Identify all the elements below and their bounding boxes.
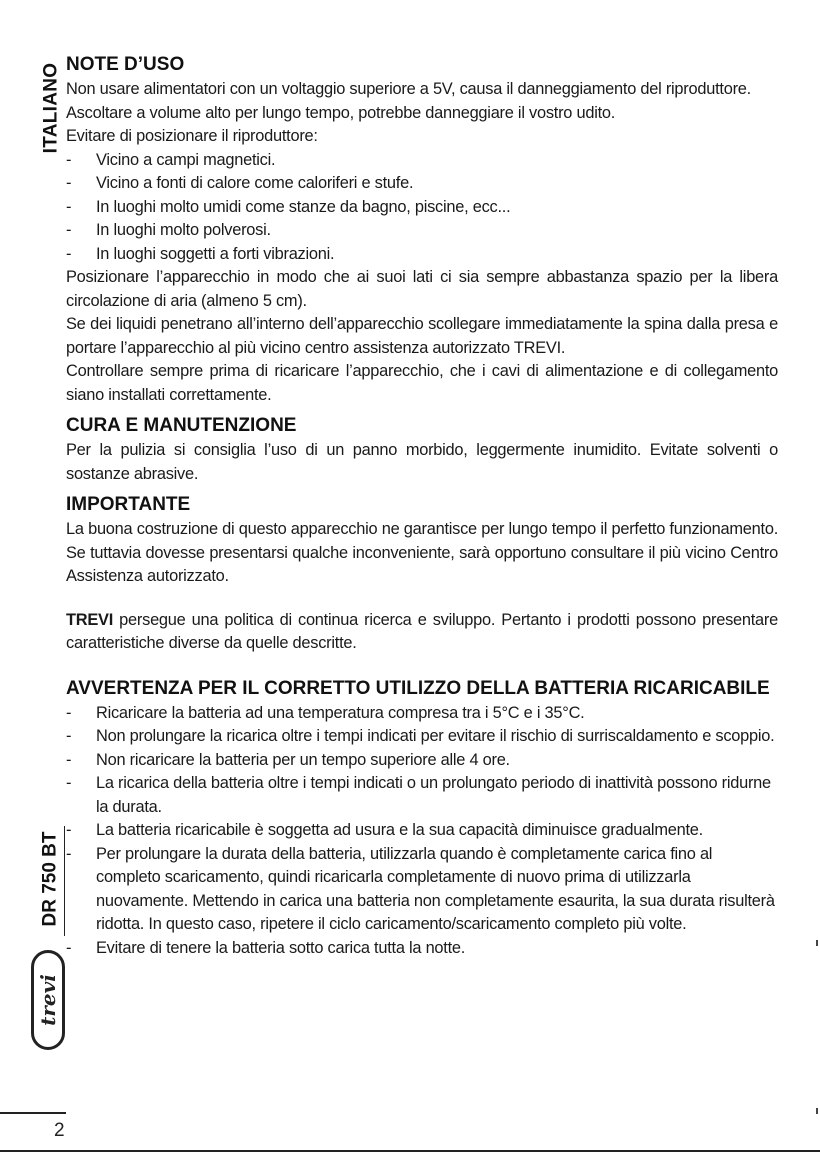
section-avvertenza: [66, 676, 778, 961]
dash-marker: -: [66, 174, 72, 192]
cura-text: Per la pulizia si consiglia l’uso di un panno morbido, leggermente inumidito. Evitate solventi o sostanze abrasive.: [66, 441, 778, 483]
list-item: [66, 772, 778, 819]
crop-mark: [816, 1108, 818, 1114]
dash-marker: -: [66, 150, 72, 169]
dash-marker: -: [66, 244, 72, 263]
list-item: [66, 749, 778, 773]
section-title: IMPORTANTE: [66, 494, 191, 515]
bottom-rule: [0, 1150, 820, 1152]
list-item-text: La ricarica della batteria oltre i tempi indicati o un prolungato periodo di inattività possono ridurne la durata.: [96, 774, 771, 816]
note-line: Ascoltare a volume alto per lungo tempo, potrebbe danneggiare il vostro udito.: [66, 103, 616, 122]
list-item: [66, 819, 778, 843]
list-item-text: La batteria ricaricabile è soggetta ad usura e la sua capacità diminuisce gradualmente.: [96, 821, 703, 839]
dash-marker: -: [66, 750, 72, 769]
section-importante: [66, 492, 778, 656]
list-item: [66, 843, 778, 937]
list-item-text: Ricaricare la batteria ad una temperatura compresa tra i 5°C e i 35°C.: [96, 703, 585, 722]
list-item-text: In luoghi molto umidi come stanze da bagno, piscine, ecc...: [96, 197, 511, 216]
note-paragraph: Posizionare l’apparecchio in modo che ai suoi lati ci sia sempre abbastanza spazio per la libera circolazione di aria (almeno 5 cm).: [66, 268, 778, 310]
list-item-text: In luoghi molto polverosi.: [96, 221, 271, 239]
logo-text: trevi: [36, 974, 60, 1026]
page-content: [66, 52, 778, 960]
list-item-text: Vicino a campi magnetici.: [96, 150, 276, 169]
brand-name: TREVI: [66, 610, 114, 629]
section-note-uso: [66, 52, 778, 407]
dash-marker: -: [66, 774, 72, 792]
dash-marker: -: [66, 221, 72, 239]
crop-mark: [816, 940, 818, 946]
list-item: [66, 937, 778, 961]
dash-marker: -: [66, 197, 72, 216]
list-item: [66, 149, 778, 173]
note-line: Non usare alimentatori con un voltaggio superiore a 5V, causa il danneggiamento del riproduttore.: [66, 80, 751, 98]
list-item: [66, 219, 778, 243]
dash-marker: -: [66, 727, 72, 745]
dash-marker: -: [66, 938, 72, 957]
note-paragraph: Controllare sempre prima di ricaricare l’apparecchio, che i cavi di alimentazione e di collegamento siano installati correttamente.: [66, 362, 778, 404]
list-item: [66, 172, 778, 196]
list-item-text: Non prolungare la ricarica oltre i tempi indicati per evitare il rischio di surriscaldamento e scoppio.: [96, 727, 775, 745]
list-item: [66, 725, 778, 749]
importante-text: La buona costruzione di questo apparecchio ne garantisce per lungo tempo il perfetto funzionamento. Se tuttavia dovesse presentarsi qualche inconveniente, sarà opportuno consultare il più vicino Centro Assistenza autorizzato.: [66, 520, 778, 585]
list-item: [66, 243, 778, 267]
model-tab: [40, 826, 62, 932]
language-label: ITALIANO: [40, 62, 62, 154]
list-item-text: Evitare di tenere la batteria sotto carica tutta la notte.: [96, 938, 466, 957]
dash-marker: -: [66, 821, 72, 839]
brand-paragraph: [66, 609, 778, 656]
section-cura: [66, 413, 778, 486]
footer-rule: [0, 1112, 66, 1114]
language-tab: [40, 54, 62, 162]
section-title: AVVERTENZA PER IL CORRETTO UTILIZZO DELLA BATTERIA RICARICABILE: [66, 677, 770, 699]
side-divider: [64, 826, 65, 936]
list-item-text: Per prolungare la durata della batteria, utilizzarla quando è completamente carica fino al completo scaricamento, quindi ricaricarla completamente di nuovo prima di utilizzarla nuovamente. Mettendo in carica una batteria non completamente esaurita, la sua durata risulterà ridotta. In questo caso, ripetere il ciclo caricamento/scaricamento completo più volte.: [96, 844, 775, 933]
dash-marker: -: [66, 844, 72, 863]
trevi-logo: [31, 950, 65, 1050]
list-item: [66, 702, 778, 726]
section-title: CURA E MANUTENZIONE: [66, 415, 297, 436]
dash-marker: -: [66, 703, 72, 722]
section-title: NOTE D’USO: [66, 54, 185, 75]
page-number: 2: [54, 1120, 65, 1141]
list-item-text: Non ricaricare la batteria per un tempo superiore alle 4 ore.: [96, 750, 510, 769]
note-paragraph: Se dei liquidi penetrano all’interno dell’apparecchio scollegare immediatamente la spina dalla presa e portare l’apparecchio al più vicino centro assistenza autorizzato TREVI.: [66, 315, 778, 357]
note-line: Evitare di posizionare il riproduttore:: [66, 127, 318, 145]
list-item-text: In luoghi soggetti a forti vibrazioni.: [96, 244, 335, 263]
battery-list: [66, 702, 778, 961]
list-item-text: Vicino a fonti di calore come caloriferi e stufe.: [96, 174, 414, 192]
model-label: DR 750 BT: [40, 831, 61, 927]
placement-list: [66, 149, 778, 267]
brand-text: persegue una politica di continua ricerca e sviluppo. Pertanto i prodotti possono presentare caratteristiche diverse da quelle descritte.: [66, 610, 778, 652]
list-item: [66, 196, 778, 220]
